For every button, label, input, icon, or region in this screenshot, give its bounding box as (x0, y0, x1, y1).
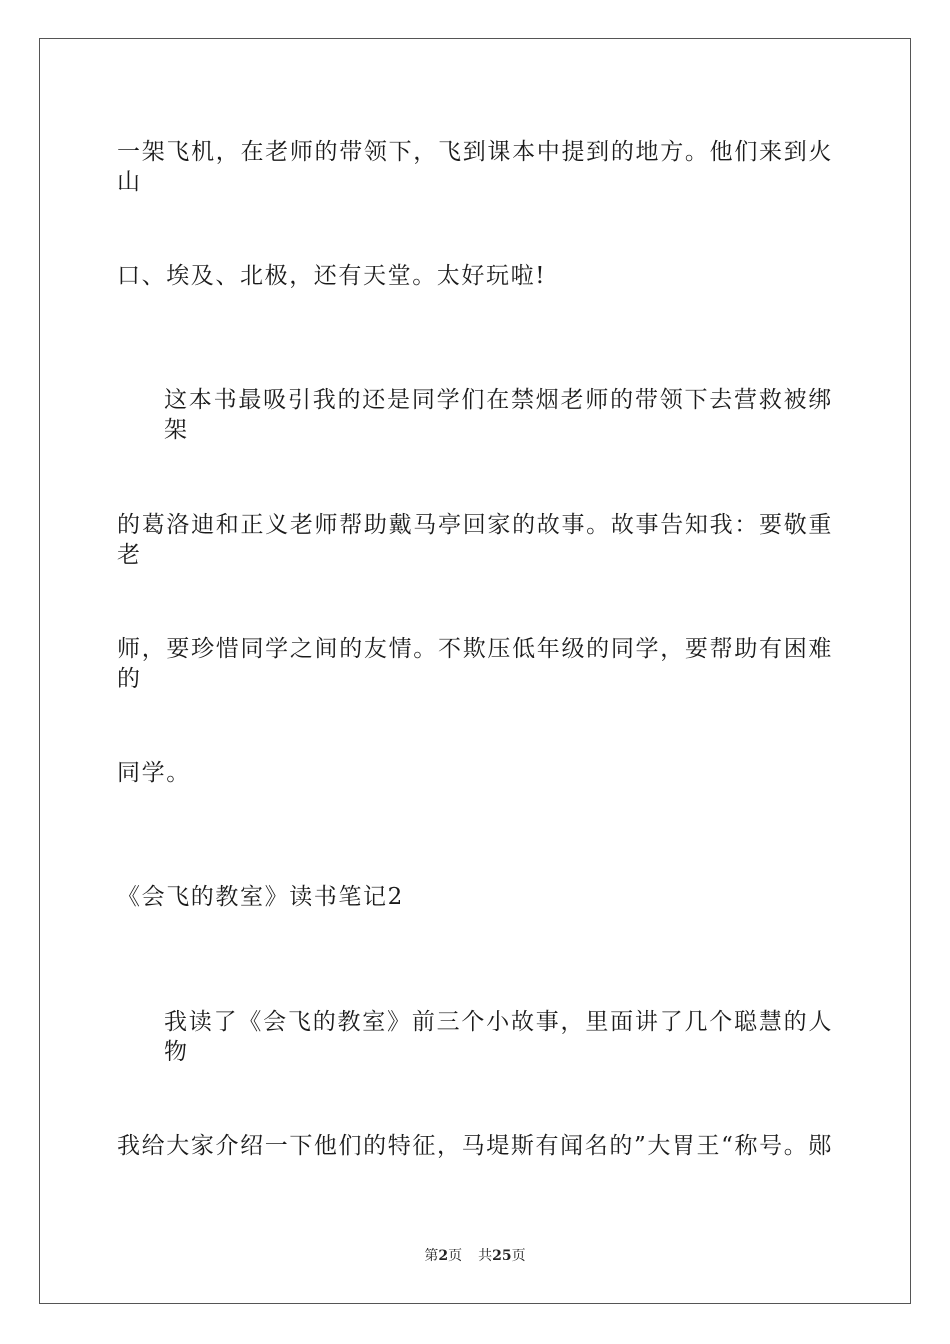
paragraph-2-line-3: 师，要珍惜同学之间的友情。不欺压低年级的同学，要帮助有困难的 (117, 636, 833, 692)
paragraph-2-line-1: 这本书最吸引我的还是同学们在禁烟老师的带领下去营救被绑架 (164, 387, 833, 443)
footer-page-suffix: 页 (448, 1248, 463, 1264)
section-heading: 《会飞的教室》读书笔记2 (117, 884, 404, 910)
paragraph-2-line-4: 同学。 (117, 760, 191, 786)
paragraph-3-line-2: 我给大家介绍一下他们的特征，马堤斯有闻名的”大胃王“称号。郧 (117, 1133, 833, 1159)
footer-page-total: 25 (492, 1248, 512, 1264)
footer-page-current: 2 (438, 1248, 449, 1264)
body-line-1: 一架飞机，在老师的带领下，飞到课本中提到的地方。他们来到火山 (117, 139, 833, 195)
paragraph-3-line-1: 我读了《会飞的教室》前三个小故事，里面讲了几个聪慧的人物 (164, 1009, 833, 1065)
footer-page-prefix: 第 (424, 1248, 439, 1264)
paragraph-2-line-2: 的葛洛迪和正义老师帮助戴马亭回家的故事。故事告知我：要敬重老 (117, 512, 833, 568)
footer-total-prefix: 共 (478, 1248, 493, 1264)
page-footer (0, 1247, 950, 1265)
body-line-2: 口、埃及、北极，还有天堂。太好玩啦! (117, 263, 547, 289)
footer-total-suffix: 页 (511, 1248, 526, 1264)
